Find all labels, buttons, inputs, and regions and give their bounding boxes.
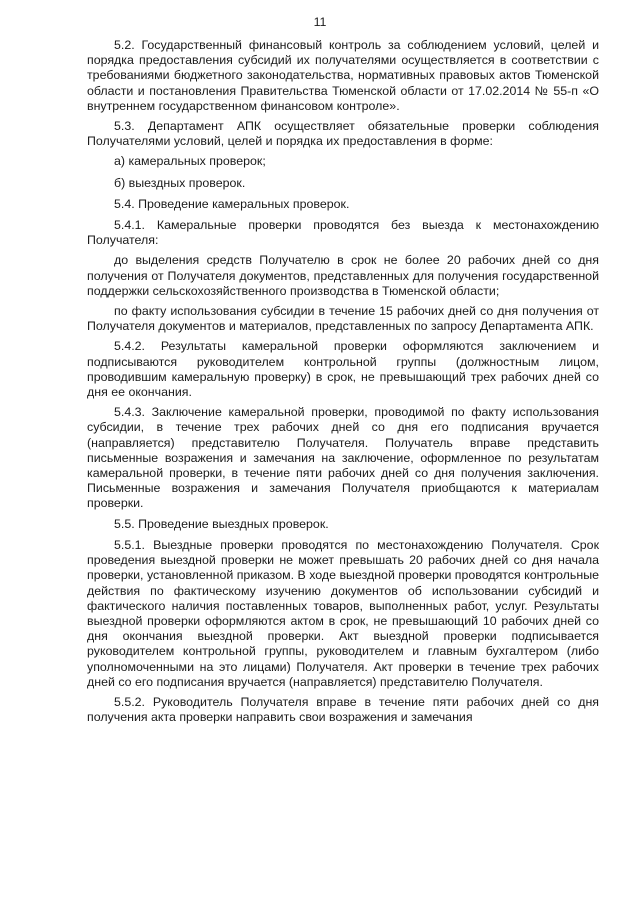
paragraph-5-5: 5.5. Проведение выездных проверок.: [114, 516, 329, 531]
paragraph-5-4-3: 5.4.3. Заключение камеральной проверки, проводимой по факту использования субсидии, в течение трех рабочих дней со дня его подписания вручается (направляется) представителю Получателя. Получатель вправе представить письменные возражения и замечания на заключение, оформленное по результатам камеральной проверки, в течение пяти рабочих дней со дня получения заключения. Письменные возражения и замечания Получателя приобщаются к материалам проверки.: [87, 405, 599, 511]
paragraph-item-b: б) выездных проверок.: [114, 175, 246, 190]
paragraph-5-4-2: 5.4.2. Результаты камеральной проверки оформляются заключением и подписываются руководителем контрольной группы (должностным лицом, проводившим камеральную проверку) в срок, не превышающий трех рабочих дней со дня ее окончания.: [87, 339, 599, 400]
paragraph-5-5-2: 5.5.2. Руководитель Получателя вправе в течение пяти рабочих дней со дня получения акта проверки направить свои возражения и замечания: [87, 694, 599, 725]
paragraph-5-4-1-b: по факту использования субсидии в течение 15 рабочих дней со дня получения от Получателя документов и материалов, представленных по запросу Департамента АПК.: [87, 304, 599, 334]
paragraph-5-4: 5.4. Проведение камеральных проверок.: [114, 196, 350, 211]
paragraph-5-5-1: 5.5.1. Выездные проверки проводятся по местонахождению Получателя. Срок проведения выездной проверки не может превышать 20 рабочих дней со дня начала проверки, установленной приказом. В ходе выездной проверки проводятся контрольные действия по фактическому изучению документов об использовании субсидий и фактического наличия поставленных товаров, выполненных работ, услуг. Результаты выездной проверки оформляются актом в срок, не превышающий 10 рабочих дней со дня окончания выездной проверки. Акт выездной проверки подписывается руководителем контрольной группы, руководителем и главным бухгалтером (либо уполномоченными на это лицами) Получателя. Акт проверки в течение трех рабочих дней со его подписания вручается (направляется) представителю Получателя.: [87, 537, 599, 689]
paragraph-item-a: а) камеральных проверок;: [114, 154, 266, 169]
paragraph-5-2: 5.2. Государственный финансовый контроль за соблюдением условий, целей и порядка предоставления субсидий их получателями осуществляется в соответствии с требованиями бюджетного законодательства, нормативных правовых актов Тюменской области и постановления Правительства Тюменской области от 17.02.2014 № 55-п «О внутреннем государственном финансовом контроле».: [87, 38, 599, 113]
document-body: [87, 38, 599, 730]
page-number: 11: [313, 15, 327, 29]
paragraph-5-3: 5.3. Департамент АПК осуществляет обязательные проверки соблюдения Получателями условий, целей и порядка их предоставления в форме:: [87, 119, 599, 149]
paragraph-5-4-1-a: до выделения средств Получателю в срок не более 20 рабочих дней со дня получения от Получателя документов, представленных для получения государственной поддержки сельскохозяйственного производства в Тюменской области;: [87, 253, 599, 298]
paragraph-5-4-1: 5.4.1. Камеральные проверки проводятся без выезда к местонахождению Получателя:: [87, 218, 599, 248]
